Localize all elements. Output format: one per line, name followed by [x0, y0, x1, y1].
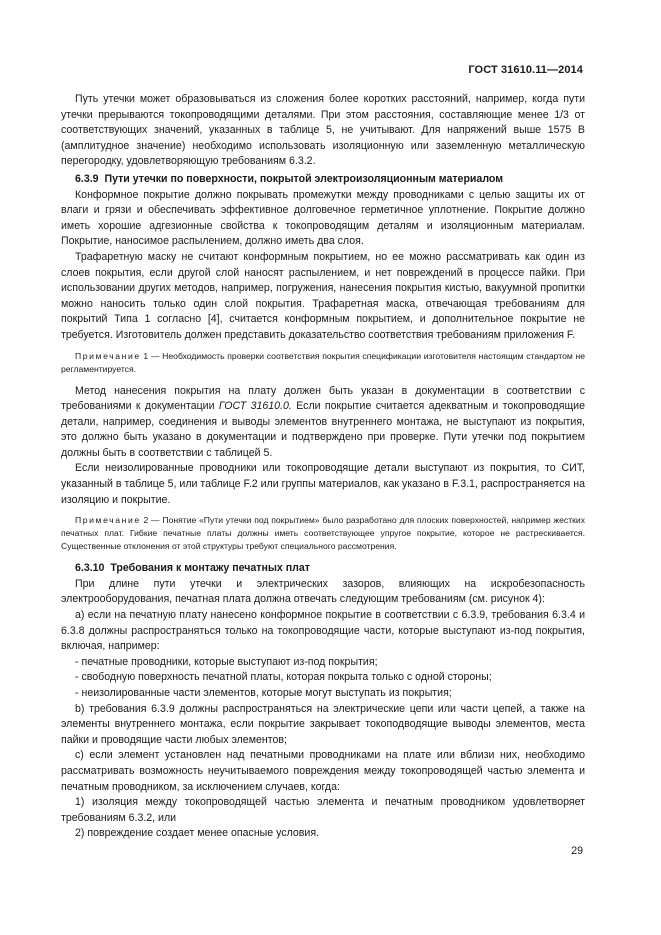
list-item-a: а) если на печатную плату нанесено конформное покрытие в соответствии с 6.3.9, требования 6.3.4 и 6.3.8 должны распространяться только на токопроводящие части, которые выступают из-под покрытия, включая, например:: [61, 609, 585, 653]
section-heading: [75, 172, 585, 188]
document-header: ГОСТ 31610.11—2014: [468, 64, 583, 76]
list-item: - свободную поверхность печатной платы, которая покрыта только с одной стороны;: [75, 671, 492, 684]
section-6-3-9: [61, 172, 585, 553]
section-heading: [75, 561, 585, 577]
list-item-c: с) если элемент установлен над печатными проводниками на плате или вблизи них, необходимо рассматривать возможность неучитываемого повреждения между токопроводящей частью элемента и печатным проводником, за исключением случаев, когда:: [61, 749, 585, 793]
standard-reference: ГОСТ 31610.0.: [218, 400, 292, 413]
paragraph: [61, 384, 585, 462]
text-run: Если покрытие считается адекватным и токопроводящие детали, например, соединения и выводы элементов внутреннего монтажа, не выступают из покрытия, это должно быть указано в документации и подтверждено при проверке. Пути утечки под покрытием должны быть в соответствии с таблицей 5.: [61, 400, 585, 459]
note-text: 2 — Понятие «Пути утечки под покрытием» было разработано для плоских поверхностей, например жестких печатных плат. Гибкие печатные платы должны иметь соответствующее упругое покрытие, которое не растрескивается. Существенные отклонения от этой структуры требуют специального рассмотрения.: [61, 515, 585, 552]
document-body: [61, 92, 585, 842]
note-text: 1 — Необходимость проверки соответствия покрытия спецификации изготовителя настоящим стандартом не регламентируется.: [61, 350, 585, 374]
note-label: Примечание: [75, 350, 141, 361]
list-item: - печатные проводники, которые выступают из-под покрытия;: [75, 655, 378, 668]
note-1: [61, 350, 585, 376]
list-item-c1: 1) изоляция между токопроводящей частью элемента и печатным проводником удовлетворяет требованиям 6.3.2, или: [61, 796, 585, 824]
paragraph: При длине пути утечки и электрических зазоров, влияющих на искробезопасность электрооборудования, печатная плата должна отвечать следующим требованиям (см. рисунок 4):: [61, 577, 585, 606]
paragraph: Если неизолированные проводники или токопроводящие детали выступают из покрытия, то СИТ, указанный в таблице 5, или таблице F.2 или группы материалов, как указано в F.3.1, распространяется на изоляцию и покрытие.: [61, 462, 585, 506]
section-title: Пути утечки по поверхности, покрытой электроизоляционным материалом: [104, 172, 504, 185]
paragraph-intro: Путь утечки может образовываться из сложения более коротких расстояний, например, когда пути утечки прерываются токопроводящими деталями. При этом расстояния, составляющие менее 1/3 от соответствующих значений, указанных в таблице 5, не учитывают. Для напряжений выше 1575 В (амплитудное значение) необходимо использовать изоляционную или заземленную металлическую перегородку, удовлетворяющую требованиям 6.3.2.: [61, 93, 585, 168]
list-item: - неизолированные части элементов, которые могут выступать из покрытия;: [75, 687, 452, 699]
note-2: [61, 514, 585, 553]
section-6-3-10: [61, 561, 585, 842]
section-number: 6.3.9: [75, 172, 99, 185]
note-label: Примечание: [75, 515, 141, 526]
paragraph: Конформное покрытие должно покрывать промежутки между проводниками с целью защиты их от влаги и грязи и обеспечивать эффективное долговечное герметичное уплотнение. Покрытие должно иметь хорошие адгезионные свойства к токопроводящим деталям и изоляционным материалам. Покрытие, наносимое распылением, должно иметь два слоя.: [61, 188, 585, 248]
text-run: Метод нанесения покрытия на плату должен быть указан в документации в соответствии с требованиями к документации: [61, 384, 585, 413]
list-item-b: b) требования 6.3.9 должны распространяться на электрические цепи или части цепей, а также на элементы внутреннего монтажа, если покрытие закрывает токоподводящие выводы элементов, места пайки и проводящие части любых элементов;: [61, 702, 585, 746]
section-title: Требования к монтажу печатных плат: [110, 562, 310, 575]
section-number: 6.3.10: [75, 562, 105, 575]
page-number: 29: [571, 845, 583, 857]
list-item-c2: 2) повреждение создает менее опасные условия.: [75, 827, 320, 840]
paragraph: Трафаретную маску не считают конформным покрытием, но ее можно рассматривать как один из слоев покрытия, если другой слой наносят распылением, и нет повреждений в процессе пайки. При использовании других методов, например, погружения, нанесения покрытия кистью, вакуумной пропитки можно наносить только один слой покрытия. Трафаретная маска, отвечающая требованиям для покрытий Типа 1 согласно [4], считается конформным покрытием, и дополнительное покрытие не требуется. Изготовитель должен представить доказательство соответствия требованиям приложения F.: [61, 250, 585, 341]
